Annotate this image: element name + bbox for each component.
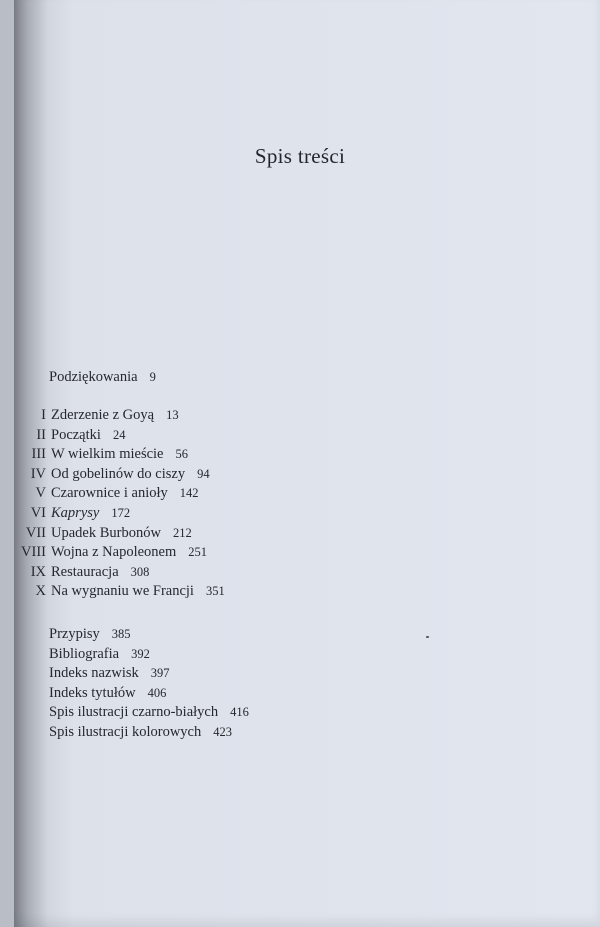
toc-entry <box>14 582 225 600</box>
chapter-number: VIII <box>21 544 46 561</box>
toc-entry <box>49 368 156 386</box>
toc-page-number: 94 <box>197 466 210 481</box>
toc-page-number: 56 <box>175 447 188 462</box>
toc-entry <box>14 504 130 522</box>
toc-entry-label: Indeks tytułów <box>49 684 136 701</box>
toc-page-number: 392 <box>131 646 150 661</box>
toc-entry <box>14 563 149 581</box>
chapter-number: VI <box>30 505 46 521</box>
toc-page-number: 416 <box>230 705 249 720</box>
toc-entry <box>14 543 207 561</box>
toc-page-number: 397 <box>150 666 170 681</box>
toc-page-number: 385 <box>111 627 131 641</box>
paper-speck <box>426 636 429 638</box>
toc-entry <box>49 723 232 741</box>
chapter-number: I <box>41 407 46 423</box>
toc-entry-label: Wojna z Napoleonem <box>51 544 177 561</box>
chapter-number: III <box>31 446 46 463</box>
chapter-number: X <box>35 583 46 600</box>
toc-entry <box>49 664 170 682</box>
toc-entry-label: Na wygnaniu we Francji <box>51 583 194 600</box>
toc-page-number: 251 <box>188 545 208 560</box>
toc-page-number: 423 <box>213 725 232 739</box>
toc-page-number: 172 <box>111 506 131 520</box>
toc-entry <box>49 684 166 702</box>
toc-page-number: 13 <box>166 408 179 422</box>
toc-entry-label: Upadek Burbonów <box>51 524 161 541</box>
toc-entry <box>14 524 192 542</box>
toc-entry <box>49 625 131 643</box>
toc-entry-label: Spis ilustracji czarno-białych <box>49 704 219 721</box>
toc-entry <box>14 465 210 483</box>
book-page <box>14 0 600 927</box>
toc-entry-label: Czarownice i anioły <box>51 485 168 502</box>
toc-page-number: 142 <box>179 486 199 501</box>
toc-entry <box>14 484 199 502</box>
chapter-number: V <box>35 485 46 502</box>
chapter-number: VII <box>25 524 46 541</box>
toc-page-number: 212 <box>172 525 192 540</box>
toc-entry <box>49 703 249 721</box>
toc-page-number: 308 <box>130 564 150 579</box>
toc-entry <box>14 426 125 444</box>
chapter-number: IX <box>30 563 46 580</box>
page-title: Spis treści <box>254 144 346 168</box>
toc-entry-label: Od gobelinów do ciszy <box>51 465 186 482</box>
toc-page-number: 351 <box>205 584 225 599</box>
toc-entry-label: Spis ilustracji kolorowych <box>49 724 202 740</box>
toc-entry-label: Podziękowania <box>49 369 138 385</box>
toc-entry-label: Zderzenie z Goyą <box>51 407 155 423</box>
toc-entry-label: Restauracja <box>51 563 119 580</box>
toc-entry <box>14 445 188 463</box>
toc-entry <box>49 645 150 663</box>
toc-page-number: 406 <box>147 685 167 700</box>
toc-entry-label: Indeks nazwisk <box>49 665 139 682</box>
toc-page-number: 9 <box>149 370 156 384</box>
toc-entry-label: Kaprysy <box>51 505 100 521</box>
toc-entry-label: W wielkim mieście <box>51 446 164 463</box>
toc-page-number: 24 <box>112 427 126 442</box>
toc-entry-label: Przypisy <box>49 626 100 642</box>
toc-entry <box>14 406 179 424</box>
chapter-number: II <box>36 426 46 443</box>
toc-entry-label: Początki <box>51 426 101 443</box>
chapter-number: IV <box>30 465 46 482</box>
toc-entry-label: Bibliografia <box>49 645 120 662</box>
